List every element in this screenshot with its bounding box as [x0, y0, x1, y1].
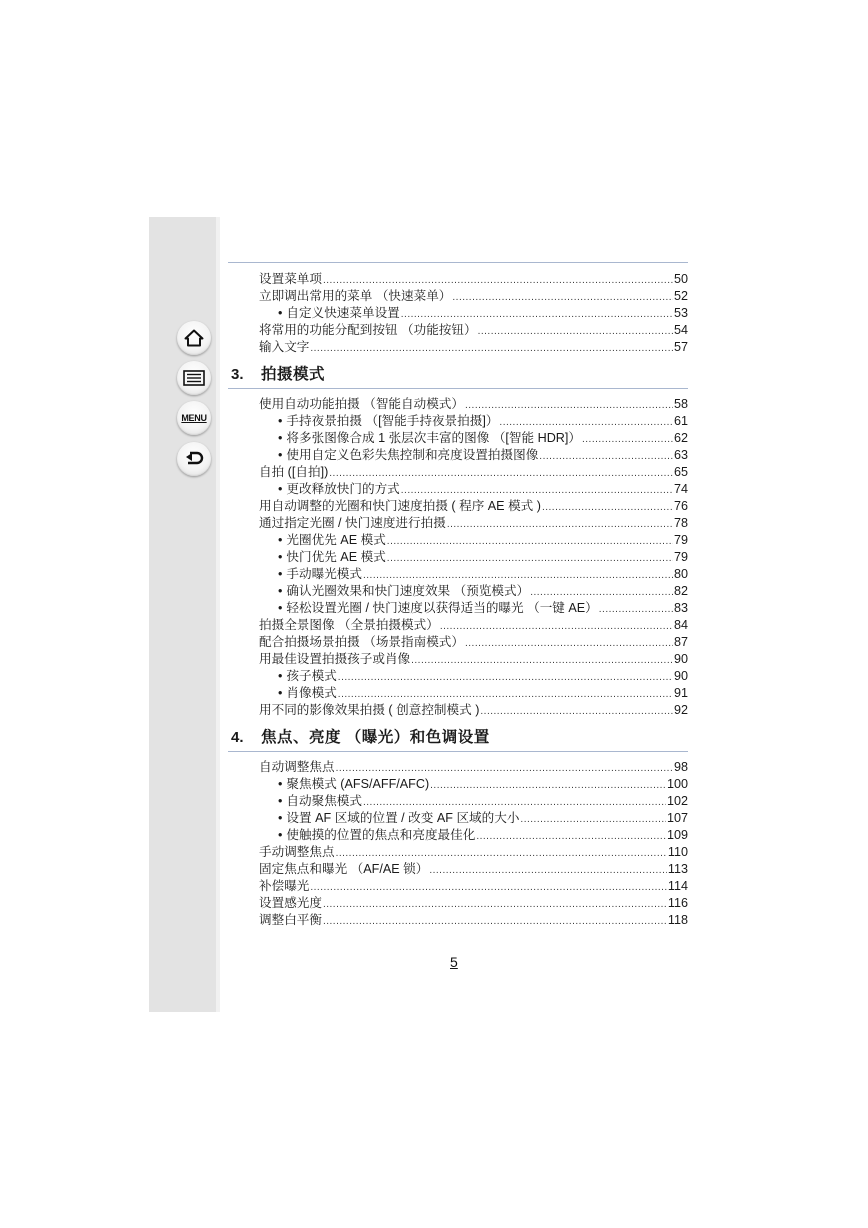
toc-sub-entry[interactable] [228, 685, 688, 702]
entry-title: 设置 AF 区域的位置 / 改变 AF 区域的大小 [286, 811, 520, 825]
entry-title: 快门优先 AE 模式 [286, 550, 386, 564]
entry-title: 自动调整焦点 [259, 760, 335, 774]
dot-leader [323, 272, 673, 289]
toc-sub-entry[interactable] [228, 668, 688, 685]
section-number: 3. [231, 366, 244, 383]
toc-entry[interactable] [228, 634, 688, 651]
toc-sub-entry[interactable] [228, 413, 688, 430]
dot-leader [338, 686, 673, 703]
dot-leader [310, 879, 667, 896]
back-button[interactable] [177, 442, 211, 476]
entry-title: 配合拍摄场景拍摄 （场景指南模式） [259, 635, 464, 649]
toc-entry[interactable] [228, 271, 688, 288]
dot-leader [429, 862, 667, 879]
entry-page-number[interactable]: 87 [673, 635, 688, 649]
toc-sub-entry[interactable] [228, 566, 688, 583]
entry-title: 拍摄全景图像 （全景拍摄模式） [259, 618, 439, 632]
entry-title: 孩子模式 [286, 669, 337, 683]
intro-entries [228, 271, 688, 356]
dot-leader [452, 289, 673, 306]
toc-entry[interactable] [228, 861, 688, 878]
toc-sub-entry[interactable] [228, 810, 688, 827]
dot-leader [323, 913, 667, 930]
toc-entry[interactable] [228, 396, 688, 413]
contents-button[interactable] [177, 361, 211, 395]
page-number: 5 [450, 954, 458, 970]
entry-title: 通过指定光圈 / 快门速度进行拍摄 [259, 516, 446, 530]
toc-entry[interactable] [228, 617, 688, 634]
entry-page-number[interactable]: 76 [673, 499, 688, 513]
dot-leader [542, 499, 673, 516]
entry-title: 用不同的影像效果拍摄 ( 创意控制模式 ) [259, 703, 480, 717]
toc-sub-entry[interactable] [228, 481, 688, 498]
toc-entry[interactable] [228, 515, 688, 532]
sections [228, 362, 688, 929]
entry-page-number[interactable]: 57 [673, 340, 688, 354]
dot-leader [430, 777, 666, 794]
dot-leader [336, 845, 667, 862]
dot-leader [447, 516, 673, 533]
entry-page-number[interactable]: 79 [673, 533, 688, 547]
top-divider [228, 262, 688, 263]
dot-leader [411, 652, 673, 669]
toc-sub-entry[interactable] [228, 532, 688, 549]
toc-sub-entry[interactable] [228, 549, 688, 566]
entry-title: 使用自动功能拍摄 （智能自动模式） [259, 397, 464, 411]
entry-title: 手动调整焦点 [259, 845, 335, 859]
dot-leader [476, 828, 666, 845]
dot-leader [539, 448, 673, 465]
entry-title: 用自动调整的光圈和快门速度拍摄 ( 程序 AE 模式 ) [259, 499, 541, 513]
bullet-icon: • [278, 584, 283, 598]
dot-leader [363, 794, 666, 811]
entry-page-number[interactable]: 54 [673, 323, 688, 337]
dot-leader [310, 340, 673, 357]
toc-entry[interactable] [228, 288, 688, 305]
entry-title: 手持夜景拍摄 （[智能手持夜景拍摄]） [286, 414, 499, 428]
dot-leader [329, 465, 673, 482]
dot-leader [363, 567, 673, 584]
entry-page-number[interactable]: 92 [673, 703, 688, 717]
entry-page-number[interactable]: 78 [673, 516, 688, 530]
dot-leader [499, 414, 673, 431]
entry-page-number[interactable]: 90 [673, 652, 688, 666]
bullet-icon: • [278, 567, 283, 581]
entry-page-number[interactable]: 110 [667, 845, 688, 859]
entry-title: 使用自定义色彩失焦控制和亮度设置拍摄图像 [286, 448, 539, 462]
list-icon [183, 370, 205, 386]
bullet-icon: • [278, 686, 283, 700]
section-heading [228, 725, 688, 752]
toc-sub-entry[interactable] [228, 776, 688, 793]
entry-title: 自拍 ([自拍]) [259, 465, 329, 479]
dot-leader [401, 306, 673, 323]
entry-page-number[interactable]: 61 [673, 414, 688, 428]
bullet-icon: • [278, 828, 283, 842]
bullet-icon: • [278, 550, 283, 564]
dot-leader [520, 811, 666, 828]
bullet-icon: • [278, 811, 283, 825]
entry-page-number[interactable]: 98 [673, 760, 688, 774]
toc-sub-entry[interactable] [228, 793, 688, 810]
menu-icon: MENU [181, 413, 207, 423]
table-of-contents [228, 262, 688, 929]
entry-page-number[interactable]: 109 [666, 828, 688, 842]
toc-sub-entry[interactable] [228, 827, 688, 844]
entry-title: 固定焦点和曝光 （AF/AE 锁） [259, 862, 429, 876]
dot-leader [582, 431, 673, 448]
entry-title: 用最佳设置拍摄孩子或肖像 [259, 652, 411, 666]
bullet-icon: • [278, 533, 283, 547]
entry-title: 手动曝光模式 [286, 567, 362, 581]
toc-sub-entry[interactable] [228, 305, 688, 322]
home-button[interactable] [177, 321, 211, 355]
entry-title: 聚焦模式 (AFS/AFF/AFC) [286, 777, 430, 791]
back-arrow-icon [184, 450, 204, 468]
dot-leader [530, 584, 673, 601]
entry-page-number[interactable]: 74 [673, 482, 688, 496]
bullet-icon: • [278, 601, 283, 615]
toc-sub-entry[interactable] [228, 583, 688, 600]
toc-entry[interactable] [228, 759, 688, 776]
section-title[interactable]: 拍摄模式 [261, 366, 326, 383]
entry-page-number[interactable]: 50 [673, 272, 688, 286]
toc-sub-entry[interactable] [228, 430, 688, 447]
entry-page-number[interactable]: 80 [673, 567, 688, 581]
entry-title: 自定义快速菜单设置 [286, 306, 400, 320]
entry-page-number[interactable]: 107 [666, 811, 688, 825]
dot-leader [478, 323, 673, 340]
toc-entry[interactable] [228, 339, 688, 356]
entry-title: 立即调出常用的菜单 （快速菜单） [259, 289, 452, 303]
bullet-icon: • [278, 669, 283, 683]
dot-leader [387, 550, 673, 567]
entry-page-number[interactable]: 62 [673, 431, 688, 445]
dot-leader [465, 397, 673, 414]
entry-title: 自动聚焦模式 [286, 794, 362, 808]
dot-leader [336, 760, 673, 777]
entry-page-number[interactable]: 79 [673, 550, 688, 564]
dot-leader [465, 635, 673, 652]
sidebar-divider [216, 217, 220, 1012]
entry-page-number[interactable]: 63 [673, 448, 688, 462]
entry-title: 调整白平衡 [259, 913, 322, 927]
dot-leader [480, 703, 673, 720]
entry-page-number[interactable]: 83 [673, 601, 688, 615]
bullet-icon: • [278, 794, 283, 808]
toc-entry[interactable] [228, 464, 688, 481]
section-heading [228, 362, 688, 389]
dot-leader [401, 482, 673, 499]
entry-page-number[interactable]: 102 [666, 794, 688, 808]
toc-entry[interactable] [228, 498, 688, 515]
entry-title: 补偿曝光 [259, 879, 310, 893]
toc-entry[interactable] [228, 702, 688, 719]
entry-page-number[interactable]: 90 [673, 669, 688, 683]
section-number: 4. [231, 729, 244, 746]
entry-title: 输入文字 [259, 340, 310, 354]
dot-leader [599, 601, 673, 618]
entry-page-number[interactable]: 91 [673, 686, 688, 700]
entry-page-number[interactable]: 116 [667, 896, 688, 910]
entry-page-number[interactable]: 100 [666, 777, 688, 791]
entry-title: 光圈优先 AE 模式 [286, 533, 386, 547]
dot-leader [387, 533, 673, 550]
bullet-icon: • [278, 431, 283, 445]
entry-title: 轻松设置光圈 / 快门速度以获得适当的曝光 （一键 AE） [286, 601, 598, 615]
entry-page-number[interactable]: 52 [673, 289, 688, 303]
home-icon [184, 329, 204, 347]
entry-title: 更改释放快门的方式 [286, 482, 400, 496]
menu-button[interactable] [177, 401, 211, 435]
bullet-icon: • [278, 777, 283, 791]
dot-leader [323, 896, 667, 913]
dot-leader [338, 669, 673, 686]
entry-title: 将多张图像合成 1 张层次丰富的图像 （[智能 HDR]） [286, 431, 581, 445]
toc-entry[interactable] [228, 912, 688, 929]
toc-sub-entry[interactable] [228, 600, 688, 617]
entry-page-number[interactable]: 84 [673, 618, 688, 632]
toc-entry[interactable] [228, 878, 688, 895]
toc-entry[interactable] [228, 844, 688, 861]
toc-entry[interactable] [228, 895, 688, 912]
toc-entry[interactable] [228, 322, 688, 339]
toc-entry[interactable] [228, 651, 688, 668]
bullet-icon: • [278, 414, 283, 428]
section-title[interactable]: 焦点、亮度 （曝光）和色调设置 [261, 729, 490, 746]
bullet-icon: • [278, 448, 283, 462]
entry-page-number[interactable]: 118 [667, 913, 688, 927]
entry-title: 确认光圈效果和快门速度效果 （预览模式） [286, 584, 530, 598]
entry-page-number[interactable]: 65 [673, 465, 688, 479]
bullet-icon: • [278, 306, 283, 320]
toc-sub-entry[interactable] [228, 447, 688, 464]
entry-title: 设置菜单项 [259, 272, 322, 286]
entry-page-number[interactable]: 82 [673, 584, 688, 598]
entry-title: 设置感光度 [259, 896, 322, 910]
entry-page-number[interactable]: 114 [667, 879, 688, 893]
dot-leader [440, 618, 673, 635]
entry-page-number[interactable]: 53 [673, 306, 688, 320]
entry-title: 肖像模式 [286, 686, 337, 700]
entry-page-number[interactable]: 58 [673, 397, 688, 411]
entry-title: 使触摸的位置的焦点和亮度最佳化 [286, 828, 476, 842]
bullet-icon: • [278, 482, 283, 496]
entry-page-number[interactable]: 113 [667, 862, 688, 876]
entry-title: 将常用的功能分配到按钮 （功能按钮） [259, 323, 477, 337]
